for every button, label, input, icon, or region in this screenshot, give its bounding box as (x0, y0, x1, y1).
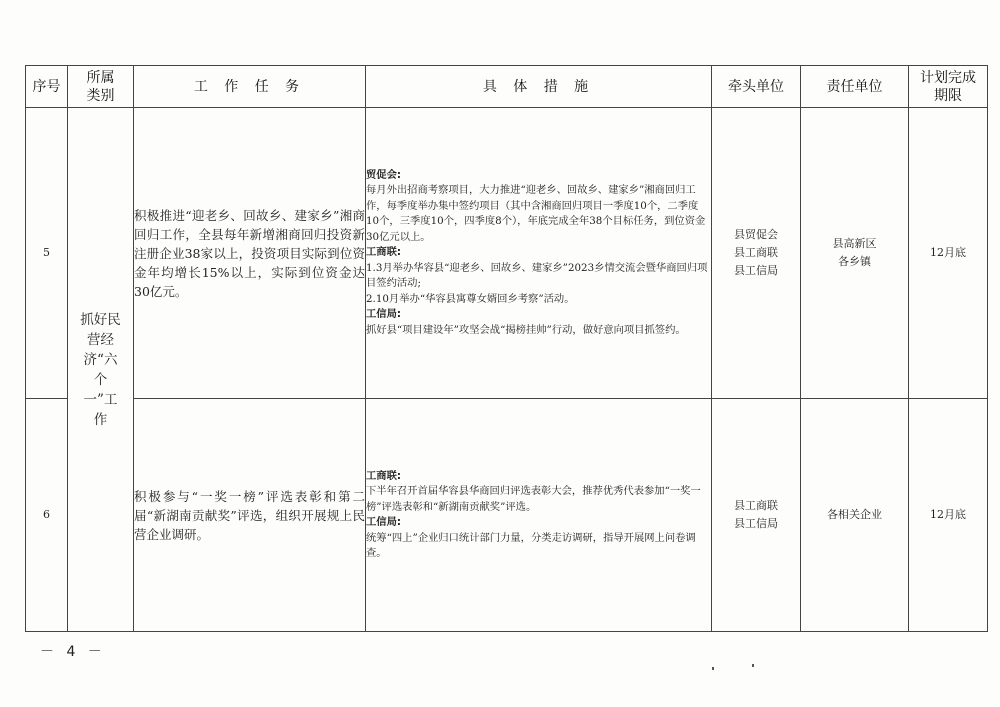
scan-speck (752, 664, 754, 667)
page-number: － 4 － (40, 644, 106, 660)
table-row (26, 399, 988, 632)
lead-unit: 县工信局 (734, 517, 778, 530)
header-no: 序号 (26, 66, 68, 108)
lead-unit: 县工商联 (734, 499, 778, 512)
table-row (26, 108, 988, 399)
measure-text: 2.10月举办“华容县寓尊女婿回乡考察”活动。 (366, 292, 575, 305)
measures-cell (366, 399, 712, 632)
measure-dept-heading: 工信局: (366, 308, 402, 321)
lead-unit: 县工商联 (734, 246, 778, 259)
measure-text: 每月外出招商考察项目，大力推进“迎老乡、回故乡、建家乡”湘商回归工作，每季度举办集中签约项目（其中含湘商回归项目一季度10个，二季度10个，三季度10个，四季度8个），年底完成全年38个目标任务，到位资金30亿元以上。 (366, 184, 706, 243)
measure-dept-heading: 工信局: (366, 516, 402, 528)
header-responsible-unit: 责任单位 (801, 66, 909, 108)
deadline-cell: 12月底 (909, 108, 988, 399)
lead-unit: 县贸促会 (734, 228, 778, 241)
measure-text: 下半年召开首届华容县华商回归评选表彰大会，推荐优秀代表参加“一奖一榜”评选表彰和“新湖南贡献奖”评选。 (366, 485, 701, 513)
responsible-unit-cell (801, 108, 909, 399)
header-deadline: 计划完成期限 (909, 66, 988, 108)
scan-speck (712, 667, 714, 670)
row-number: 6 (26, 399, 68, 632)
header-measures: 具 体 措 施 (366, 66, 712, 108)
responsible-unit: 各相关企业 (827, 508, 882, 521)
table-header-row (26, 66, 988, 108)
responsible-unit: 县高新区 (832, 237, 877, 250)
lead-unit-cell (712, 399, 801, 632)
header-lead-unit: 牵头单位 (712, 66, 801, 108)
category-label: 抓好民营经济“六个一”工作 (80, 311, 121, 428)
category-cell (68, 108, 134, 632)
header-category: 所属类别 (68, 66, 134, 108)
row-number: 5 (26, 108, 68, 399)
deadline-cell: 12月底 (909, 399, 988, 632)
measure-text: 统筹“四上”企业归口统计部门力量，分类走访调研，指导开展网上问卷调查。 (366, 531, 696, 559)
task-cell: 积极参与“一奖一榜”评选表彰和第二届“新湖南贡献奖”评选，组织开展规上民营企业调研。 (134, 399, 366, 632)
header-task: 工 作 任 务 (134, 66, 366, 108)
measure-dept-heading: 贸促会: (366, 168, 402, 181)
measures-cell (366, 108, 712, 399)
lead-unit: 县工信局 (734, 264, 778, 277)
lead-unit-cell (712, 108, 801, 399)
task-cell: 积极推进“迎老乡、回故乡、建家乡”湘商回归工作，全县每年新增湘商回归投资新注册企业38家以上，投资项目实际到位资金年均增长15%以上，实际到位资金达30亿元。 (134, 108, 366, 399)
measure-dept-heading: 工商联: (366, 469, 402, 482)
work-plan-table (25, 65, 988, 632)
responsible-unit-cell (801, 399, 909, 632)
measure-text: 抓好县“项目建设年”攻坚会战“揭榜挂帅”行动，做好意向项目抓签约。 (366, 323, 686, 336)
measure-dept-heading: 工商联: (366, 246, 402, 259)
responsible-unit: 各乡镇 (838, 255, 871, 268)
measure-text: 1.3月举办华容县“迎老乡、回故乡、建家乡”2023乡情交流会暨华商回归项目签约活动; (366, 261, 708, 290)
